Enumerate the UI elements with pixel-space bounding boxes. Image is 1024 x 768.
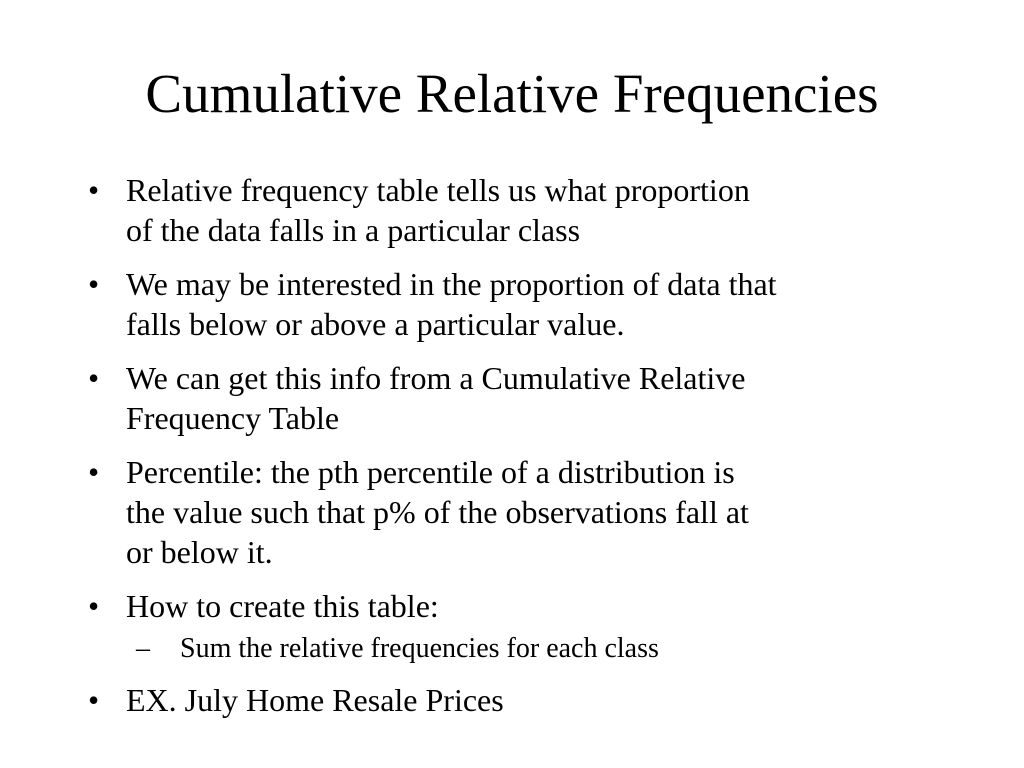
bullet-line: of the data falls in a particular class (126, 212, 581, 248)
bullet-marker: • (88, 588, 100, 624)
slide-title: Cumulative Relative Frequencies (145, 63, 879, 124)
bullet-marker: • (88, 682, 100, 718)
bullet-item (88, 452, 948, 572)
bullet-item (88, 170, 948, 250)
sub-bullet-text: Sum the relative frequencies for each class (180, 633, 659, 664)
bullet-line: We can get this info from a Cumulative Relative (126, 360, 746, 396)
bullet-list (88, 170, 948, 734)
bullet-line: falls below or above a particular value. (126, 306, 625, 342)
bullet-line: or below it. (126, 534, 273, 570)
sub-bullet-item (136, 632, 948, 666)
bullet-item (88, 680, 948, 720)
bullet-line: How to create this table: (126, 588, 439, 624)
bullet-marker: • (88, 266, 100, 302)
bullet-line: Relative frequency table tells us what proportion (126, 172, 750, 208)
bullet-item (88, 358, 948, 438)
bullet-line: We may be interested in the proportion of data that (126, 266, 777, 302)
bullet-line: EX. July Home Resale Prices (126, 682, 504, 718)
sub-bullet-marker: – (136, 633, 150, 664)
sub-bullet-list (126, 632, 948, 666)
bullet-marker: • (88, 454, 100, 490)
bullet-line: Frequency Table (126, 400, 340, 436)
bullet-marker: • (88, 360, 100, 396)
bullet-line: the value such that p% of the observations fall at (126, 494, 749, 530)
bullet-item (88, 586, 948, 666)
bullet-item (88, 264, 948, 344)
bullet-marker: • (88, 172, 100, 208)
bullet-line: Percentile: the pth percentile of a distribution is (126, 454, 735, 490)
